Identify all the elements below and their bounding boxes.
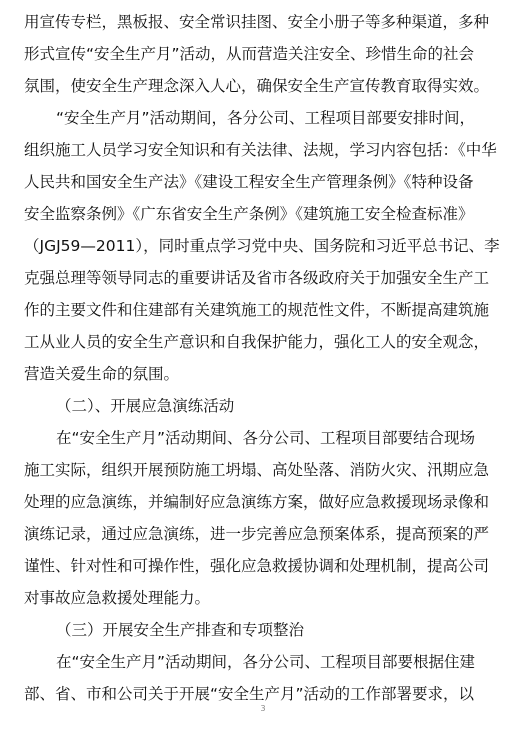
paragraph-line: 施工实际，组织开展预防施工坍塌、高处坠落、消防火灾、汛期应急 [24,461,490,479]
paragraph-line: 工从业人员的安全生产意识和自我保护能力，强化工人的安全观念， [24,333,490,351]
paragraph-line: 在“安全生产月”活动期间，各分公司、工程项目部要根据住建 [56,653,476,671]
paragraph-line: 组织施工人员学习安全知识和有关法律、法规，学习内容包括：《中华 [24,141,497,159]
paragraph-line: 部、省、市和公司关于开展“安全生产月”活动的工作部署要求，以 [24,685,475,703]
paragraph-line: 形式宣传“安全生产月”活动，从而营造关注安全、珍惜生命的社会 [24,45,475,63]
paragraph-line: 对事故应急救援处理能力。 [24,589,211,607]
paragraph-line: 谨性、针对性和可操作性，强化应急救援协调和处理机制，提高公司 [24,557,490,575]
paragraph-line: 处理的应急演练，并编制好应急演练方案，做好应急救援现场录像和 [24,493,490,511]
paragraph-line: 氛围，使安全生产理念深入人心，确保安全生产宣传教育取得实效。 [24,77,490,95]
paragraph-line: “安全生产月”活动期间，各分公司、工程项目部要安排时间， [56,109,476,127]
section-heading: （三）开展安全生产排查和专项整治 [56,621,305,639]
paragraph-line: 克强总理等领导同志的重要讲话及省市各级政府关于加强安全生产工 [24,269,490,287]
paragraph-line: 营造关爱生命的氛围。 [24,365,180,383]
page-number: 3 [260,704,266,713]
paragraph-line: （JGJ59—2011），同时重点学习党中央、国务院和习近平总书记、李 [24,237,500,255]
paragraph-line: 人民共和国安全生产法》《建设工程安全生产管理条例》《特种设备 [24,173,474,191]
section-heading: （二）、开展应急演练活动 [56,397,235,415]
paragraph-line: 用宣传专栏，黑板报、安全常识挂图、安全小册子等多种渠道，多种 [24,13,490,31]
document-body [24,6,508,710]
paragraph-line: 安全监察条例》《广东省安全生产条例》《建筑施工安全检查标准》 [24,205,474,223]
paragraph-line: 在“安全生产月”活动期间、各分公司、工程项目部要结合现场 [56,429,476,447]
paragraph-line: 作的主要文件和住建部有关建筑施工的规范性文件，不断提高建筑施 [24,301,490,319]
paragraph-line: 演练记录，通过应急演练，进一步完善应急预案体系，提高预案的严 [24,525,490,543]
